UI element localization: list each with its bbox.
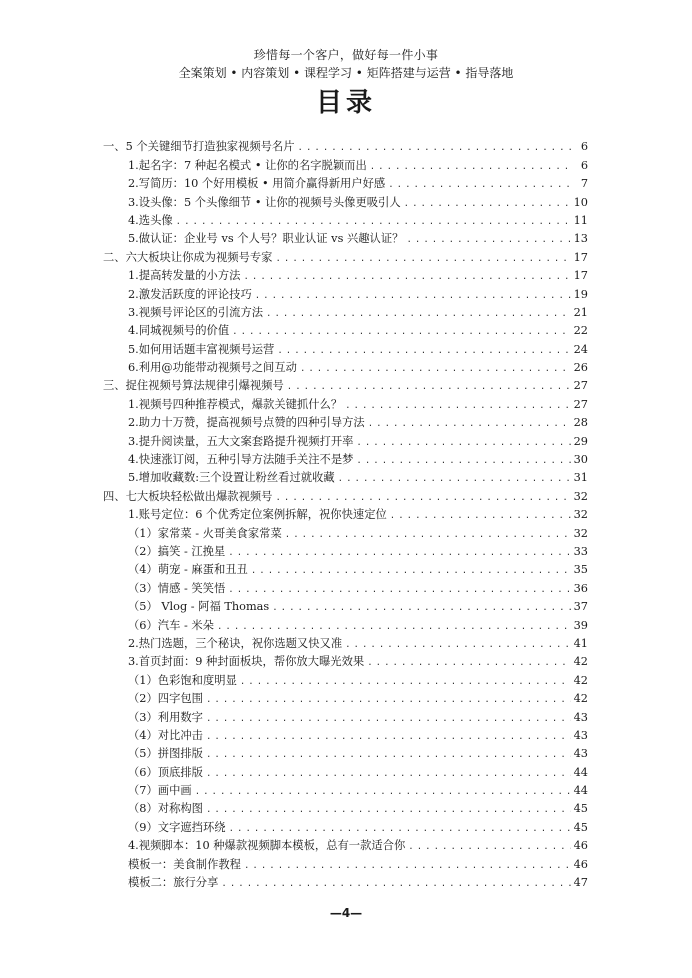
toc-entry-page: 39 bbox=[573, 618, 588, 632]
toc-dot-leader bbox=[206, 748, 571, 762]
toc-entry-label: 5.做认证：企业号 vs 个人号？职业认证 vs 兴趣认证？ bbox=[128, 232, 404, 246]
toc-subsection-entry[interactable] bbox=[103, 394, 588, 412]
table-of-contents bbox=[103, 137, 588, 891]
toc-dot-leader bbox=[206, 693, 571, 707]
toc-dot-leader bbox=[206, 803, 571, 817]
toc-entry-label: （2）搞笑 - 江挽星 bbox=[128, 544, 226, 558]
toc-dot-leader bbox=[206, 767, 571, 781]
toc-entry-label: 1.账号定位：6 个优秀定位案例拆解，祝你快速定位 bbox=[128, 508, 387, 522]
toc-entry-label: 3.提升阅读量，五大文案套路提升视频打开率 bbox=[128, 434, 354, 448]
toc-entry-label: （2）四字包围 bbox=[128, 692, 203, 706]
toc-dot-leader bbox=[228, 583, 570, 597]
toc-dot-leader bbox=[300, 362, 571, 376]
toc-entry-page: 11 bbox=[573, 213, 588, 227]
toc-entry-label: 3.视频号评论区的引流方法 bbox=[128, 305, 264, 319]
toc-dot-leader bbox=[408, 840, 570, 854]
toc-dot-leader bbox=[356, 436, 570, 450]
toc-entry-label: （1）家常菜 - 火哥美食家常菜 bbox=[128, 526, 282, 540]
toc-entry-label: 模板一：美食制作教程 bbox=[128, 857, 241, 871]
toc-entry-page: 6 bbox=[580, 140, 588, 154]
toc-dot-leader bbox=[285, 528, 571, 542]
toc-subsection-entry[interactable] bbox=[103, 817, 588, 835]
toc-entry-page: 43 bbox=[573, 710, 588, 724]
toc-subsection-entry[interactable] bbox=[103, 615, 588, 633]
toc-entry-page: 31 bbox=[573, 471, 588, 485]
toc-subsection-entry[interactable] bbox=[103, 229, 588, 247]
toc-entry-page: 26 bbox=[573, 361, 588, 375]
toc-dot-leader bbox=[388, 178, 573, 192]
toc-entry-label: （9）文字遮挡环绕 bbox=[128, 820, 226, 834]
toc-entry-page: 42 bbox=[573, 673, 588, 687]
toc-entry-label: 1.视频号四种推荐模式，爆款关键抓什么？ bbox=[128, 397, 343, 411]
toc-dot-leader bbox=[390, 509, 571, 523]
toc-subsection-entry[interactable] bbox=[103, 781, 588, 799]
toc-entry-label: 4.快速涨订阅，五种引导方法随手关注不是梦 bbox=[128, 453, 354, 467]
toc-dot-leader bbox=[345, 638, 571, 652]
toc-subsection-entry[interactable] bbox=[103, 542, 588, 560]
toc-dot-leader bbox=[338, 472, 571, 486]
toc-dot-leader bbox=[356, 454, 570, 468]
toc-entry-page: 45 bbox=[573, 802, 588, 816]
toc-subsection-entry[interactable] bbox=[103, 836, 588, 854]
toc-entry-page: 37 bbox=[573, 600, 588, 614]
toc-entry-label: 6.利用@功能带动视频号之间互动 bbox=[128, 361, 297, 375]
toc-entry-page: 24 bbox=[573, 342, 588, 356]
toc-subsection-entry[interactable] bbox=[103, 450, 588, 468]
toc-entry-label: 4.视频脚本：10 种爆款视频脚本模板，总有一款适合你 bbox=[128, 839, 406, 853]
toc-subsection-entry[interactable] bbox=[103, 155, 588, 173]
toc-entry-page: 36 bbox=[573, 581, 588, 595]
toc-entry-label: 一、5 个关键细节打造独家视频号名片 bbox=[103, 140, 295, 154]
toc-entry-label: （4）萌宠 - 麻蛋和丑丑 bbox=[128, 563, 248, 577]
toc-subsection-entry[interactable] bbox=[103, 505, 588, 523]
toc-dot-leader bbox=[368, 417, 571, 431]
toc-entry-page: 17 bbox=[573, 269, 588, 283]
toc-entry-label: 四、七大板块轻松做出爆款视频号 bbox=[103, 489, 273, 503]
toc-dot-leader bbox=[255, 289, 571, 303]
toc-subsection-entry[interactable] bbox=[103, 358, 588, 376]
toc-entry-label: 1.提高转发量的小方法 bbox=[128, 269, 241, 283]
toc-subsection-entry[interactable] bbox=[103, 652, 588, 670]
toc-entry-label: 二、六大板块让你成为视频号专家 bbox=[103, 250, 273, 264]
toc-dot-leader bbox=[206, 730, 571, 744]
toc-entry-label: 4.选头像 bbox=[128, 213, 173, 227]
toc-entry-page: 27 bbox=[573, 397, 588, 411]
toc-entry-label: 5.如何用话题丰富视频号运营 bbox=[128, 342, 275, 356]
toc-dot-leader bbox=[370, 160, 573, 174]
toc-dot-leader bbox=[275, 252, 570, 266]
toc-subsection-entry[interactable] bbox=[103, 321, 588, 339]
toc-entry-label: 模板二：旅行分享 bbox=[128, 876, 219, 890]
toc-dot-leader bbox=[266, 307, 571, 321]
toc-subsection-entry[interactable] bbox=[103, 597, 588, 615]
toc-entry-label: 2.激发活跃度的评论技巧 bbox=[128, 287, 252, 301]
toc-subsection-entry[interactable] bbox=[103, 339, 588, 357]
toc-subsection-entry[interactable] bbox=[103, 560, 588, 578]
toc-dot-leader bbox=[243, 270, 570, 284]
toc-dot-leader bbox=[275, 491, 570, 505]
toc-subsection-entry[interactable] bbox=[103, 799, 588, 817]
toc-dot-leader bbox=[251, 564, 571, 578]
toc-subsection-entry[interactable] bbox=[103, 689, 588, 707]
toc-entry-page: 33 bbox=[573, 544, 588, 558]
toc-subsection-entry[interactable] bbox=[103, 413, 588, 431]
toc-dot-leader bbox=[228, 546, 570, 560]
toc-dot-leader bbox=[221, 877, 570, 891]
toc-entry-label: 2.写简历：10 个好用模板 • 用简介赢得新用户好感 bbox=[128, 177, 386, 191]
toc-entry-label: 1.起名字：7 种起名模式 • 让你的名字脱颖而出 bbox=[128, 158, 367, 172]
toc-subsection-entry[interactable] bbox=[103, 303, 588, 321]
toc-entry-page: 43 bbox=[573, 747, 588, 761]
toc-entry-label: （5）拼图排版 bbox=[128, 747, 203, 761]
toc-subsection-entry[interactable] bbox=[103, 670, 588, 688]
toc-entry-label: （3）情感 - 笑笑悟 bbox=[128, 581, 226, 595]
toc-dot-leader bbox=[272, 601, 570, 615]
toc-dot-leader bbox=[217, 620, 571, 634]
toc-entry-page: 43 bbox=[573, 728, 588, 742]
toc-dot-leader bbox=[232, 325, 570, 339]
toc-entry-label: （7）画中画 bbox=[128, 784, 192, 798]
toc-entry-label: （5） Vlog - 阿福 Thomas bbox=[128, 600, 270, 614]
toc-entry-label: 3.首页封面：9 种封面板块，帮你放大曝光效果 bbox=[128, 655, 365, 669]
toc-subsection-entry[interactable] bbox=[103, 266, 588, 284]
toc-subsection-entry[interactable] bbox=[103, 431, 588, 449]
toc-title: 目录 bbox=[315, 88, 376, 118]
toc-subsection-entry[interactable] bbox=[103, 174, 588, 192]
toc-subsection-entry[interactable] bbox=[103, 523, 588, 541]
toc-subsection-entry[interactable] bbox=[103, 726, 588, 744]
toc-section-entry[interactable] bbox=[103, 376, 588, 394]
toc-entry-label: （6）汽车 - 米朵 bbox=[128, 618, 214, 632]
toc-entry-label: 4.同城视频号的价值 bbox=[128, 324, 230, 338]
toc-entry-page: 6 bbox=[580, 158, 588, 172]
toc-subsection-entry[interactable] bbox=[103, 707, 588, 725]
toc-entry-label: （8）对称构图 bbox=[128, 802, 203, 816]
toc-entry-page: 35 bbox=[573, 563, 588, 577]
toc-dot-leader bbox=[287, 380, 571, 394]
toc-entry-label: 3.设头像：5 个头像细节 • 让你的视频号头像更吸引人 bbox=[128, 195, 401, 209]
toc-entry-page: 45 bbox=[573, 820, 588, 834]
toc-dot-leader bbox=[240, 675, 571, 689]
toc-entry-label: 三、捉住视频号算法规律引爆视频号 bbox=[103, 379, 284, 393]
toc-entry-page: 29 bbox=[573, 434, 588, 448]
toc-subsection-entry[interactable] bbox=[103, 744, 588, 762]
toc-entry-page: 28 bbox=[573, 416, 588, 430]
toc-subsection-entry[interactable] bbox=[103, 211, 588, 229]
toc-subsection-entry[interactable] bbox=[103, 873, 588, 891]
toc-dot-leader bbox=[367, 656, 570, 670]
toc-subsection-entry[interactable] bbox=[103, 762, 588, 780]
toc-entry-page: 46 bbox=[573, 857, 588, 871]
toc-subsection-entry[interactable] bbox=[103, 284, 588, 302]
toc-dot-leader bbox=[345, 399, 571, 413]
toc-dot-leader bbox=[406, 233, 570, 247]
toc-entry-label: （4）对比冲击 bbox=[128, 728, 203, 742]
toc-entry-label: 2.热门选题，三个秘诀，祝你选题又快又准 bbox=[128, 636, 343, 650]
toc-entry-label: （1）色彩饱和度明显 bbox=[128, 673, 237, 687]
toc-subsection-entry[interactable] bbox=[103, 192, 588, 210]
toc-entry-label: （6）顶底排版 bbox=[128, 765, 203, 779]
toc-entry-page: 32 bbox=[573, 508, 588, 522]
toc-entry-page: 32 bbox=[573, 526, 588, 540]
toc-dot-leader bbox=[404, 197, 571, 211]
header-slogan: 珍惜每一个客户，做好每一件小事 bbox=[253, 48, 439, 62]
toc-entry-page: 30 bbox=[573, 453, 588, 467]
toc-dot-leader bbox=[176, 215, 571, 229]
page-header bbox=[0, 47, 692, 81]
toc-entry-page: 19 bbox=[573, 287, 588, 301]
toc-entry-page: 41 bbox=[573, 636, 588, 650]
toc-entry-page: 7 bbox=[580, 177, 588, 191]
toc-entry-label: （3）利用数字 bbox=[128, 710, 203, 724]
toc-entry-page: 42 bbox=[573, 692, 588, 706]
toc-entry-page: 10 bbox=[573, 195, 588, 209]
toc-dot-leader bbox=[298, 141, 573, 155]
toc-entry-page: 27 bbox=[573, 379, 588, 393]
toc-entry-label: 2.助力十万赞，提高视频号点赞的四种引导方法 bbox=[128, 416, 365, 430]
toc-subsection-entry[interactable] bbox=[103, 854, 588, 872]
header-services: 全案策划 • 内容策划 • 课程学习 • 矩阵搭建与运营 • 指导落地 bbox=[178, 66, 514, 80]
toc-dot-leader bbox=[206, 712, 571, 726]
toc-subsection-entry[interactable] bbox=[103, 468, 588, 486]
toc-dot-leader bbox=[277, 344, 570, 358]
toc-dot-leader bbox=[229, 822, 571, 836]
toc-entry-page: 44 bbox=[573, 765, 588, 779]
toc-subsection-entry[interactable] bbox=[103, 634, 588, 652]
toc-entry-page: 47 bbox=[573, 876, 588, 890]
toc-entry-page: 44 bbox=[573, 784, 588, 798]
toc-entry-page: 21 bbox=[573, 305, 588, 319]
toc-entry-label: 5.增加收藏数:三个设置让粉丝看过就收藏 bbox=[128, 471, 335, 485]
toc-entry-page: 17 bbox=[573, 250, 588, 264]
toc-section-entry[interactable] bbox=[103, 247, 588, 265]
toc-entry-page: 42 bbox=[573, 655, 588, 669]
toc-section-entry[interactable] bbox=[103, 486, 588, 504]
toc-entry-page: 32 bbox=[573, 489, 588, 503]
toc-subsection-entry[interactable] bbox=[103, 578, 588, 596]
toc-dot-leader bbox=[195, 785, 571, 799]
toc-dot-leader bbox=[244, 859, 571, 873]
toc-entry-page: 46 bbox=[573, 839, 588, 853]
page-number: —4— bbox=[329, 906, 363, 920]
toc-entry-page: 13 bbox=[573, 232, 588, 246]
toc-entry-page: 22 bbox=[573, 324, 588, 338]
toc-section-entry[interactable] bbox=[103, 137, 588, 155]
